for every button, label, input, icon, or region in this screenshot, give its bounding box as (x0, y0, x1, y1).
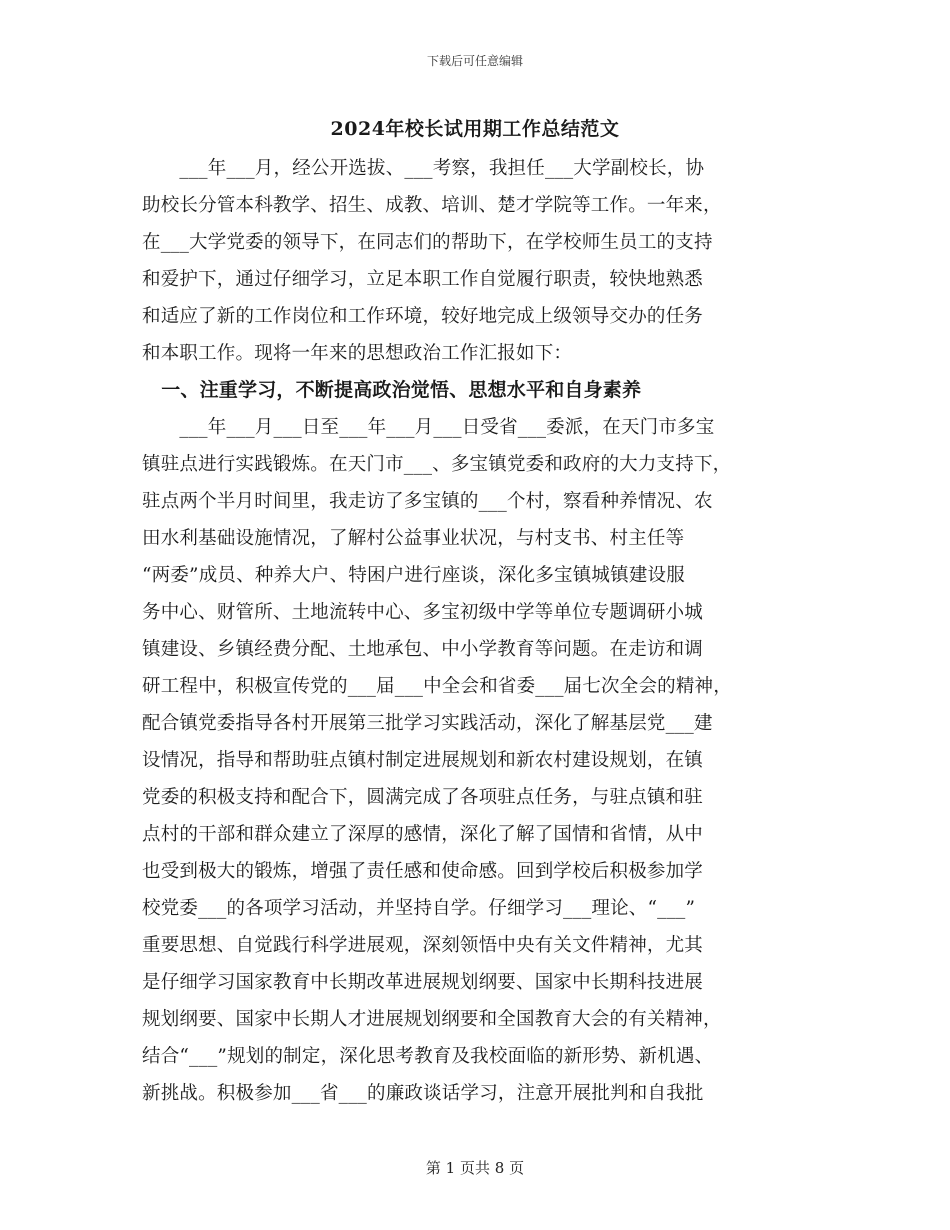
body-line: 校党委___的各项学习活动，并坚持自学。仔细学习___理论、“___” (142, 898, 696, 919)
body-line: 助校长分管本科教学、招生、成教、培训、楚才学院等工作。一年来， (142, 195, 722, 216)
header-note: 下载后可任意编辑 (426, 54, 523, 68)
body-line: 和适应了新的工作岗位和工作环境，较好地完成上级领导交办的任务 (142, 306, 704, 327)
body-line: 规划纲要、国家中长期人才进展规划纲要和全国教育大会的有关精神， (142, 1009, 722, 1030)
body-line: 点村的干部和群众建立了深厚的感情，深化了解了国情和省情，从中 (142, 824, 704, 845)
body-line: 设情况，指导和帮助驻点镇村制定进展规划和新农村建设规划，在镇 (142, 750, 704, 771)
body-line: 和本职工作。现将一年来的思想政治工作汇报如下： (142, 343, 573, 364)
body-line: 驻点两个半月时间里，我走访了多宝镇的___个村，察看种养情况、农 (142, 491, 713, 512)
body-line: 镇驻点进行实践锻炼。在天门市___、多宝镇党委和政府的大力支持下， (142, 454, 732, 475)
body-line: 和爱护下，通过仔细学习，立足本职工作自觉履行职责，较快地熟悉 (142, 269, 704, 290)
body-line: ___年___月，经公开选拔、___考察，我担任___大学副校长，协 (142, 158, 705, 179)
body-line: 结合“___”规划的制定，深化思考教育及我校面临的新形势、新机遇、 (142, 1046, 714, 1067)
body-line: 配合镇党委指导各村开展第三批学习实践活动，深化了解基层党___建 (142, 713, 713, 734)
body-line: ___年___月___日至___年___月___日受省___委派，在天门市多宝 (142, 417, 715, 438)
body-line: 也受到极大的锻炼，增强了责任感和使命感。回到学校后积极参加学 (142, 861, 704, 882)
body-line: 镇建设、乡镇经费分配、土地承包、中小学教育等问题。在走访和调 (142, 639, 704, 660)
body-line: 务中心、财管所、土地流转中心、多宝初级中学等单位专题调研小城 (142, 602, 704, 623)
body-line: 研工程中，积极宣传党的___届___中全会和省委___届七次全会的精神， (142, 676, 732, 697)
document-title: 2024年校长试用期工作总结范文 (330, 118, 620, 140)
page-footer: 第 1 页共 8 页 (425, 1159, 525, 1177)
body-line: 田水利基础设施情况，了解村公益事业状况，与村支书、村主任等 (142, 528, 685, 549)
body-line: 新挑战。积极参加___省___的廉政谈话学习，注意开展批判和自我批 (142, 1083, 704, 1104)
body-line: 重要思想、自觉践行科学进展观，深刻领悟中央有关文件精神，尤其 (142, 935, 704, 956)
body-line: 党委的积极支持和配合下，圆满完成了各项驻点任务，与驻点镇和驻 (142, 787, 704, 808)
body-line: 在___大学党委的领导下，在同志们的帮助下，在学校师生员工的支持 (142, 232, 713, 253)
section-heading: 一、注重学习，不断提高政治觉悟、思想水平和自身素养 (142, 379, 642, 401)
body-line: 是仔细学习国家教育中长期改革进展规划纲要、国家中长期科技进展 (142, 972, 704, 993)
body-line: “两委”成员、种养大户、特困户进行座谈，深化多宝镇城镇建设服 (142, 565, 685, 586)
